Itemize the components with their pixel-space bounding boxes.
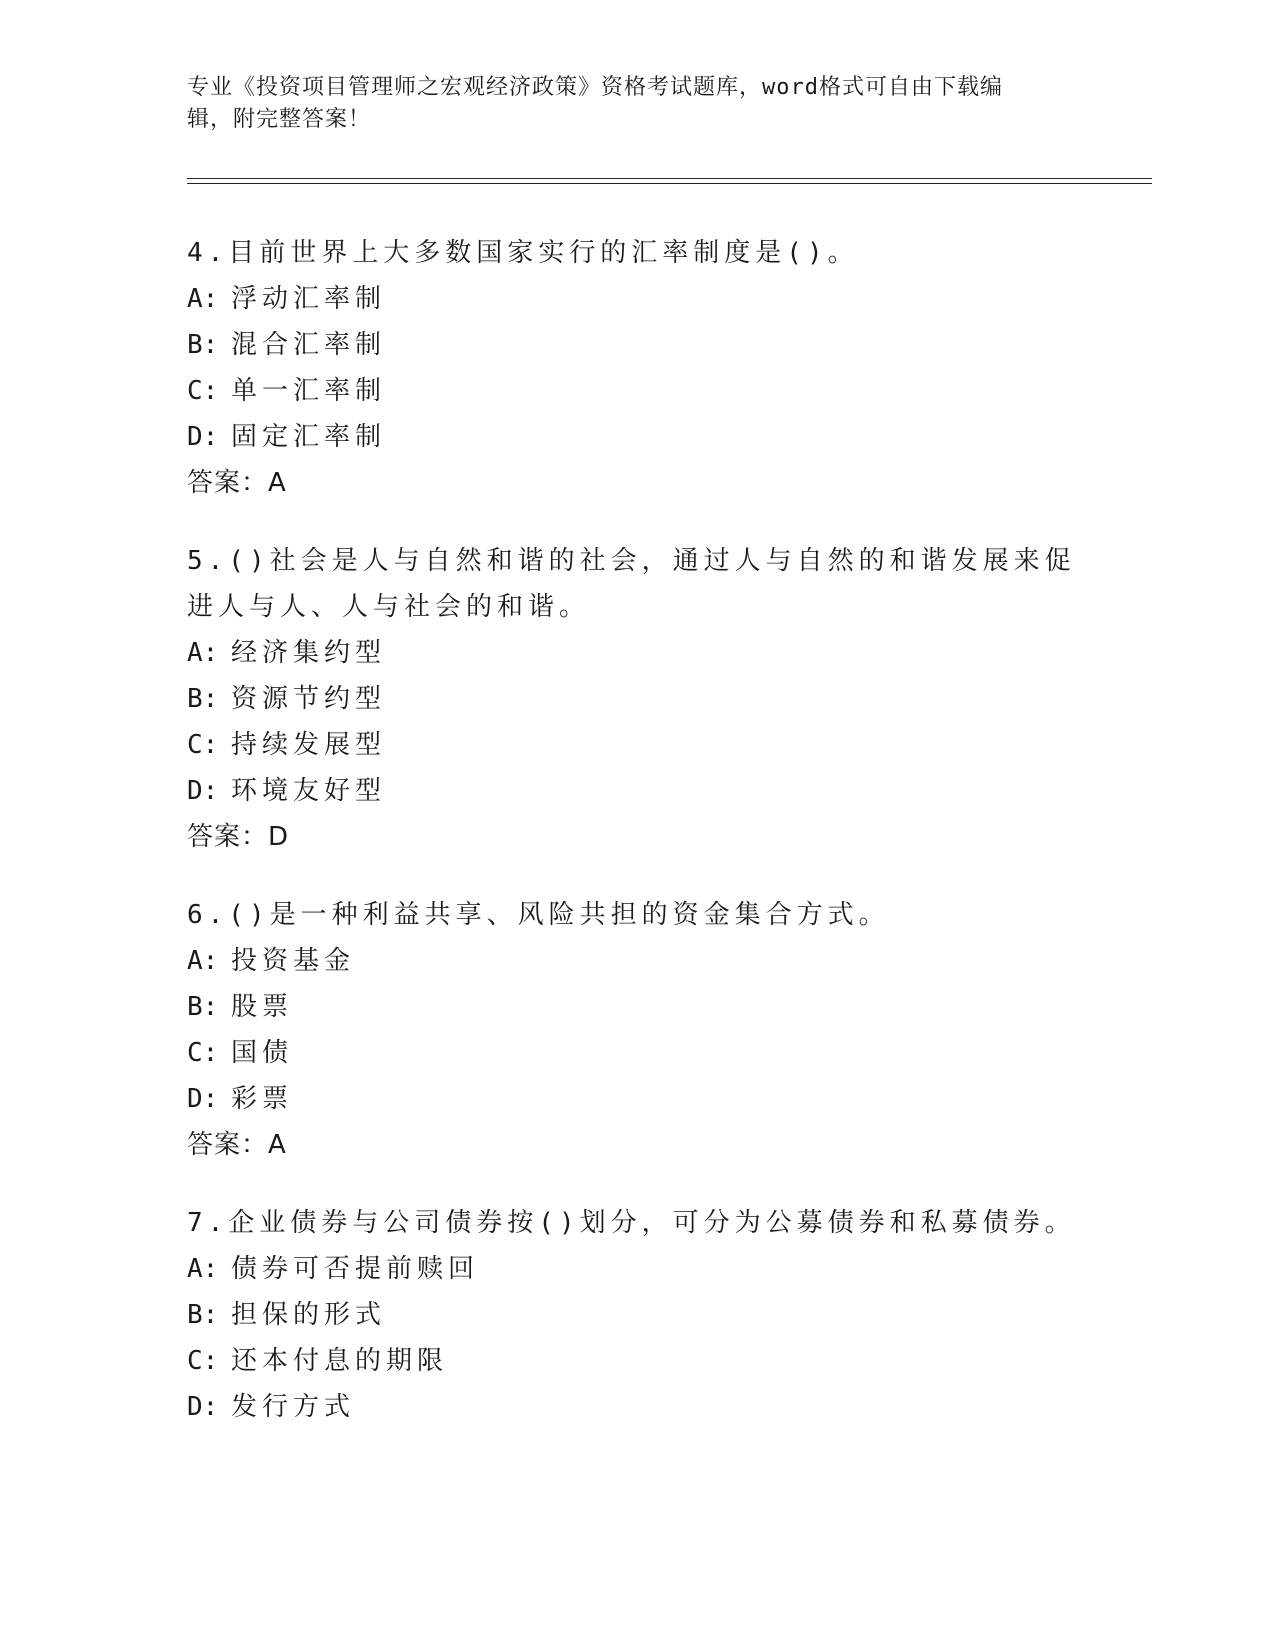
question-list (187, 230, 1087, 1462)
option-d (187, 768, 1087, 814)
option-text: 浮动汇率制 (231, 284, 387, 314)
answer-line: 答案：A (187, 468, 287, 498)
option-letter: B: (187, 992, 219, 1022)
option-a (187, 276, 1087, 322)
option-letter: D: (187, 1084, 219, 1114)
option-text: 环境友好型 (231, 776, 387, 806)
question-text: 5.()社会是人与自然和谐的社会，通过人与自然的和谐发展来促进人与人、人与社会的和谐。 (187, 546, 1076, 622)
option-d (187, 414, 1087, 460)
option-letter: A: (187, 946, 219, 976)
question-6 (187, 892, 1087, 1168)
question-text: 4.目前世界上大多数国家实行的汇率制度是()。 (187, 238, 859, 268)
option-d (187, 1384, 1087, 1430)
option-letter: C: (187, 730, 219, 760)
header-rule-top (187, 178, 1152, 179)
question-5 (187, 538, 1087, 860)
option-letter: B: (187, 330, 219, 360)
option-text: 固定汇率制 (231, 422, 387, 452)
option-letter: D: (187, 422, 219, 452)
option-b (187, 676, 1087, 722)
option-c (187, 1030, 1087, 1076)
option-d (187, 1076, 1087, 1122)
option-c (187, 368, 1087, 414)
document-header (187, 72, 1067, 136)
option-text: 股票 (231, 992, 294, 1022)
option-c (187, 1338, 1087, 1384)
option-text: 担保的形式 (231, 1300, 387, 1330)
option-letter: A: (187, 284, 219, 314)
option-letter: B: (187, 1300, 219, 1330)
option-letter: D: (187, 1392, 219, 1422)
option-letter: C: (187, 1038, 219, 1068)
option-text: 混合汇率制 (231, 330, 387, 360)
option-c (187, 722, 1087, 768)
option-b (187, 1292, 1087, 1338)
option-text: 投资基金 (231, 946, 356, 976)
option-b (187, 984, 1087, 1030)
option-letter: C: (187, 376, 219, 406)
answer-line: 答案：D (187, 822, 290, 852)
header-rule-bottom (187, 183, 1152, 184)
option-a (187, 1246, 1087, 1292)
option-text: 还本付息的期限 (231, 1346, 449, 1376)
option-a (187, 938, 1087, 984)
question-text: 7.企业债券与公司债券按()划分，可分为公募债券和私募债券。 (187, 1208, 1076, 1238)
option-a (187, 630, 1087, 676)
question-4 (187, 230, 1087, 506)
option-text: 资源节约型 (231, 684, 387, 714)
answer-line: 答案：A (187, 1130, 287, 1160)
question-7 (187, 1200, 1087, 1430)
question-text: 6.()是一种利益共享、风险共担的资金集合方式。 (187, 900, 890, 930)
option-text: 国债 (231, 1038, 294, 1068)
option-text: 发行方式 (231, 1392, 356, 1422)
option-text: 彩票 (231, 1084, 294, 1114)
option-text: 持续发展型 (231, 730, 387, 760)
option-letter: B: (187, 684, 219, 714)
option-text: 经济集约型 (231, 638, 387, 668)
option-letter: D: (187, 776, 219, 806)
option-letter: A: (187, 638, 219, 668)
option-letter: C: (187, 1346, 219, 1376)
option-b (187, 322, 1087, 368)
option-letter: A: (187, 1254, 219, 1284)
header-line-2: 辑，附完整答案！ (187, 107, 372, 132)
option-text: 债券可否提前赎回 (231, 1254, 480, 1284)
option-text: 单一汇率制 (231, 376, 387, 406)
header-line-1: 专业《投资项目管理师之宏观经济政策》资格考试题库，word格式可自由下载编 (187, 75, 1003, 100)
